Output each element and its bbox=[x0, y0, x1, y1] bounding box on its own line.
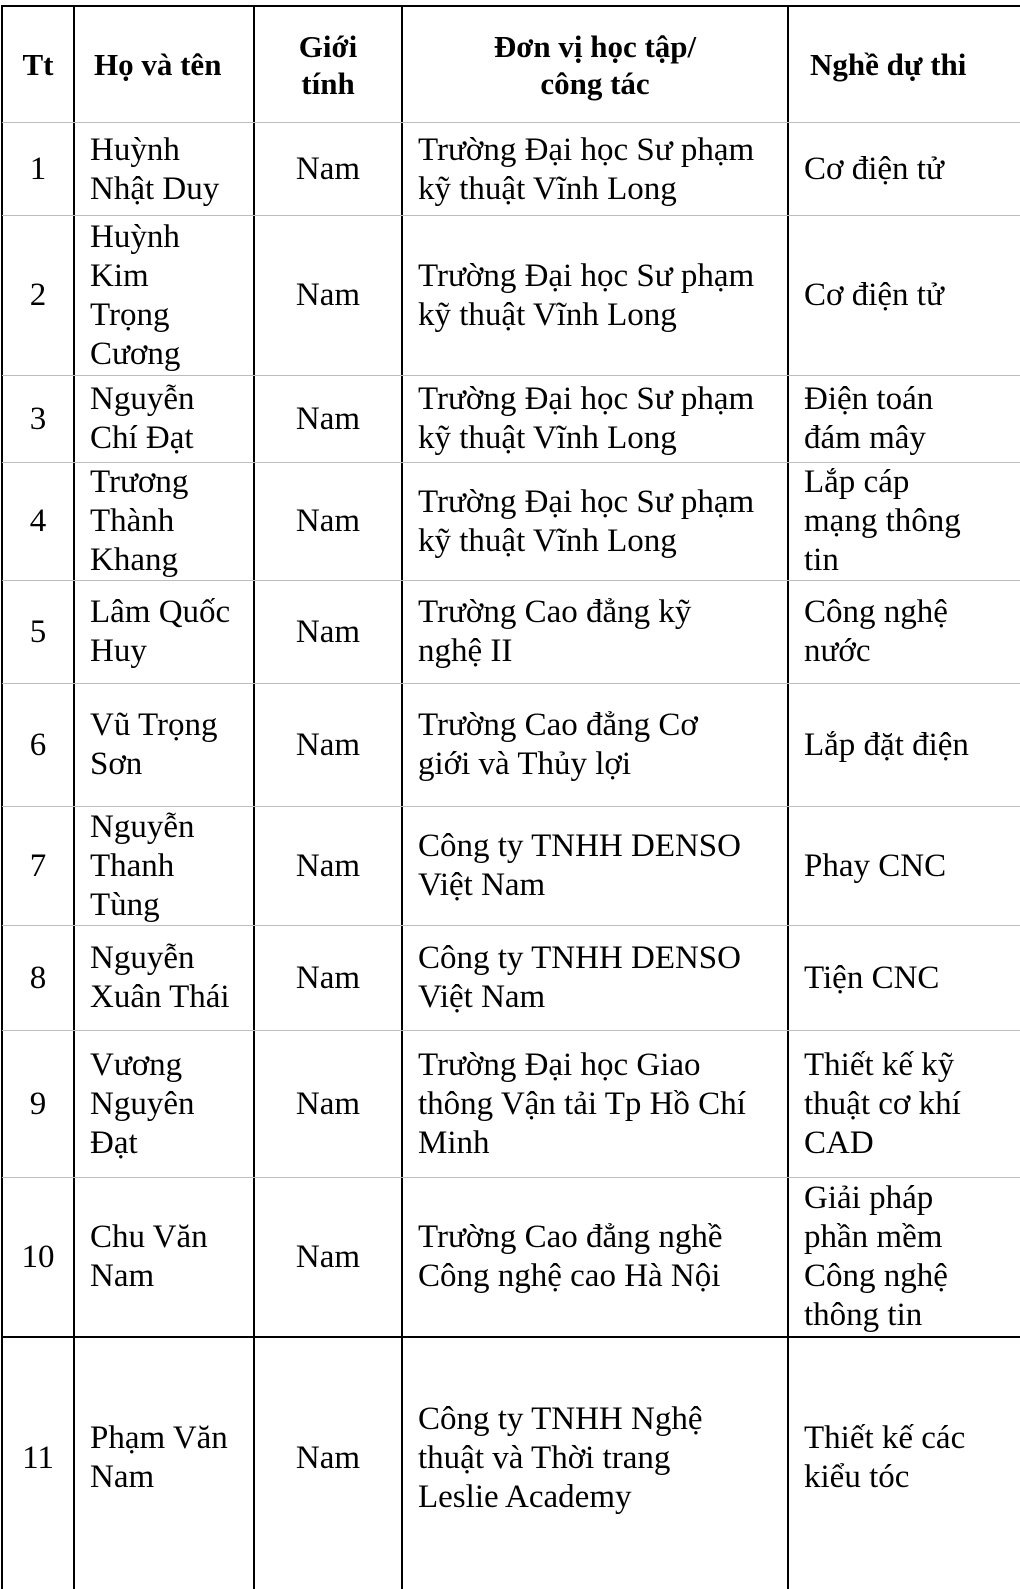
cell-gender: Nam bbox=[295, 277, 361, 313]
cell-trade: Lắp cáp mạng thông tin bbox=[804, 464, 961, 578]
cell-gender: Nam bbox=[295, 847, 361, 884]
cell-trade: Tiện CNC bbox=[804, 959, 940, 996]
cell-name: Vũ Trọng Sơn bbox=[90, 707, 218, 782]
cell-name: Huỳnh Kim Trọng Cương bbox=[90, 218, 181, 372]
cell-unit: Trường Đại học Giao thông Vận tải Tp Hồ Chí Minh bbox=[418, 1046, 746, 1161]
cell-name: Huỳnh Nhật Duy bbox=[90, 131, 220, 207]
header-unit: Đơn vị học tập/ công tác bbox=[493, 28, 697, 101]
header-name: Họ và tên bbox=[94, 47, 222, 82]
header-row bbox=[0, 7, 1020, 122]
cell-unit: Trường Đại học Sư phạm kỹ thuật Vĩnh Long bbox=[418, 131, 755, 207]
cell-trade: Công nghệ nước bbox=[804, 594, 948, 669]
cell-unit: Trường Đại học Sư phạm kỹ thuật Vĩnh Long bbox=[418, 381, 755, 456]
cell-gender: Nam bbox=[295, 1439, 361, 1476]
cell-tt: 6 bbox=[29, 726, 47, 763]
cell-trade: Thiết kế các kiểu tóc bbox=[804, 1420, 966, 1495]
cell-gender: Nam bbox=[295, 1238, 361, 1275]
cell-unit: Trường Đại học Sư phạm kỹ thuật Vĩnh Long bbox=[418, 257, 755, 333]
table-row bbox=[0, 376, 1020, 462]
table-row bbox=[0, 463, 1020, 580]
cell-tt: 5 bbox=[29, 613, 47, 650]
cell-gender: Nam bbox=[295, 613, 361, 650]
cell-gender: Nam bbox=[295, 400, 361, 437]
table-row bbox=[0, 926, 1020, 1030]
cell-gender: Nam bbox=[295, 959, 361, 996]
cell-name: Nguyễn Chí Đạt bbox=[90, 381, 195, 456]
table-row bbox=[0, 684, 1020, 806]
cell-unit: Trường Cao đẳng Cơ giới và Thủy lợi bbox=[418, 707, 698, 782]
header-trade: Nghề dự thi bbox=[810, 47, 967, 82]
cell-name: Phạm Văn Nam bbox=[90, 1420, 228, 1495]
cell-name: Lâm Quốc Huy bbox=[90, 594, 231, 669]
cell-trade: Phay CNC bbox=[804, 847, 947, 884]
row-divider bbox=[2, 122, 1020, 123]
cell-gender: Nam bbox=[295, 503, 361, 539]
cell-trade: Giải pháp phần mềm Công nghệ thông tin bbox=[804, 1180, 948, 1333]
table-row bbox=[0, 581, 1020, 683]
table-row bbox=[0, 216, 1020, 375]
cell-trade: Thiết kế kỹ thuật cơ khí CAD bbox=[804, 1046, 961, 1161]
cell-name: Vương Nguyên Đạt bbox=[90, 1046, 195, 1161]
cell-unit: Trường Đại học Sư phạm kỹ thuật Vĩnh Long bbox=[418, 483, 755, 559]
table-row bbox=[0, 807, 1020, 925]
cell-gender: Nam bbox=[295, 726, 361, 763]
cell-trade: Lắp đặt điện bbox=[804, 726, 969, 763]
cell-tt: 11 bbox=[22, 1439, 54, 1476]
table-row bbox=[0, 1178, 1020, 1336]
cell-tt: 3 bbox=[29, 400, 47, 437]
cell-tt: 9 bbox=[29, 1085, 47, 1122]
cell-trade: Cơ điện tử bbox=[804, 277, 944, 313]
table-row bbox=[0, 124, 1020, 215]
cell-trade: Điện toán đám mây bbox=[804, 381, 934, 456]
cell-tt: 10 bbox=[21, 1238, 55, 1275]
header-tt: Tt bbox=[22, 47, 54, 82]
cell-name: Trương Thành Khang bbox=[90, 464, 189, 578]
cell-tt: 4 bbox=[29, 503, 47, 539]
cell-name: Nguyễn Thanh Tùng bbox=[90, 808, 195, 923]
cell-gender: Nam bbox=[295, 151, 361, 187]
cell-tt: 8 bbox=[29, 959, 47, 996]
cell-tt: 2 bbox=[29, 277, 47, 313]
cell-name: Nguyễn Xuân Thái bbox=[90, 940, 230, 1015]
cell-unit: Công ty TNHH DENSO Việt Nam bbox=[418, 828, 741, 903]
header-gender: Giới tính bbox=[298, 28, 358, 101]
cell-unit: Trường Cao đẳng nghề Công nghệ cao Hà Nội bbox=[418, 1219, 723, 1294]
cell-tt: 1 bbox=[29, 151, 47, 187]
cell-name: Chu Văn Nam bbox=[90, 1219, 208, 1294]
cell-unit: Công ty TNHH Nghệ thuật và Thời trang Leslie Academy bbox=[418, 1400, 703, 1515]
cell-gender: Nam bbox=[295, 1085, 361, 1122]
cell-unit: Trường Cao đẳng kỹ nghệ II bbox=[418, 594, 692, 669]
table-row bbox=[0, 1338, 1020, 1578]
cell-tt: 7 bbox=[29, 847, 47, 884]
cell-trade: Cơ điện tử bbox=[804, 151, 944, 187]
table-row bbox=[0, 1031, 1020, 1177]
cell-unit: Công ty TNHH DENSO Việt Nam bbox=[418, 940, 741, 1015]
